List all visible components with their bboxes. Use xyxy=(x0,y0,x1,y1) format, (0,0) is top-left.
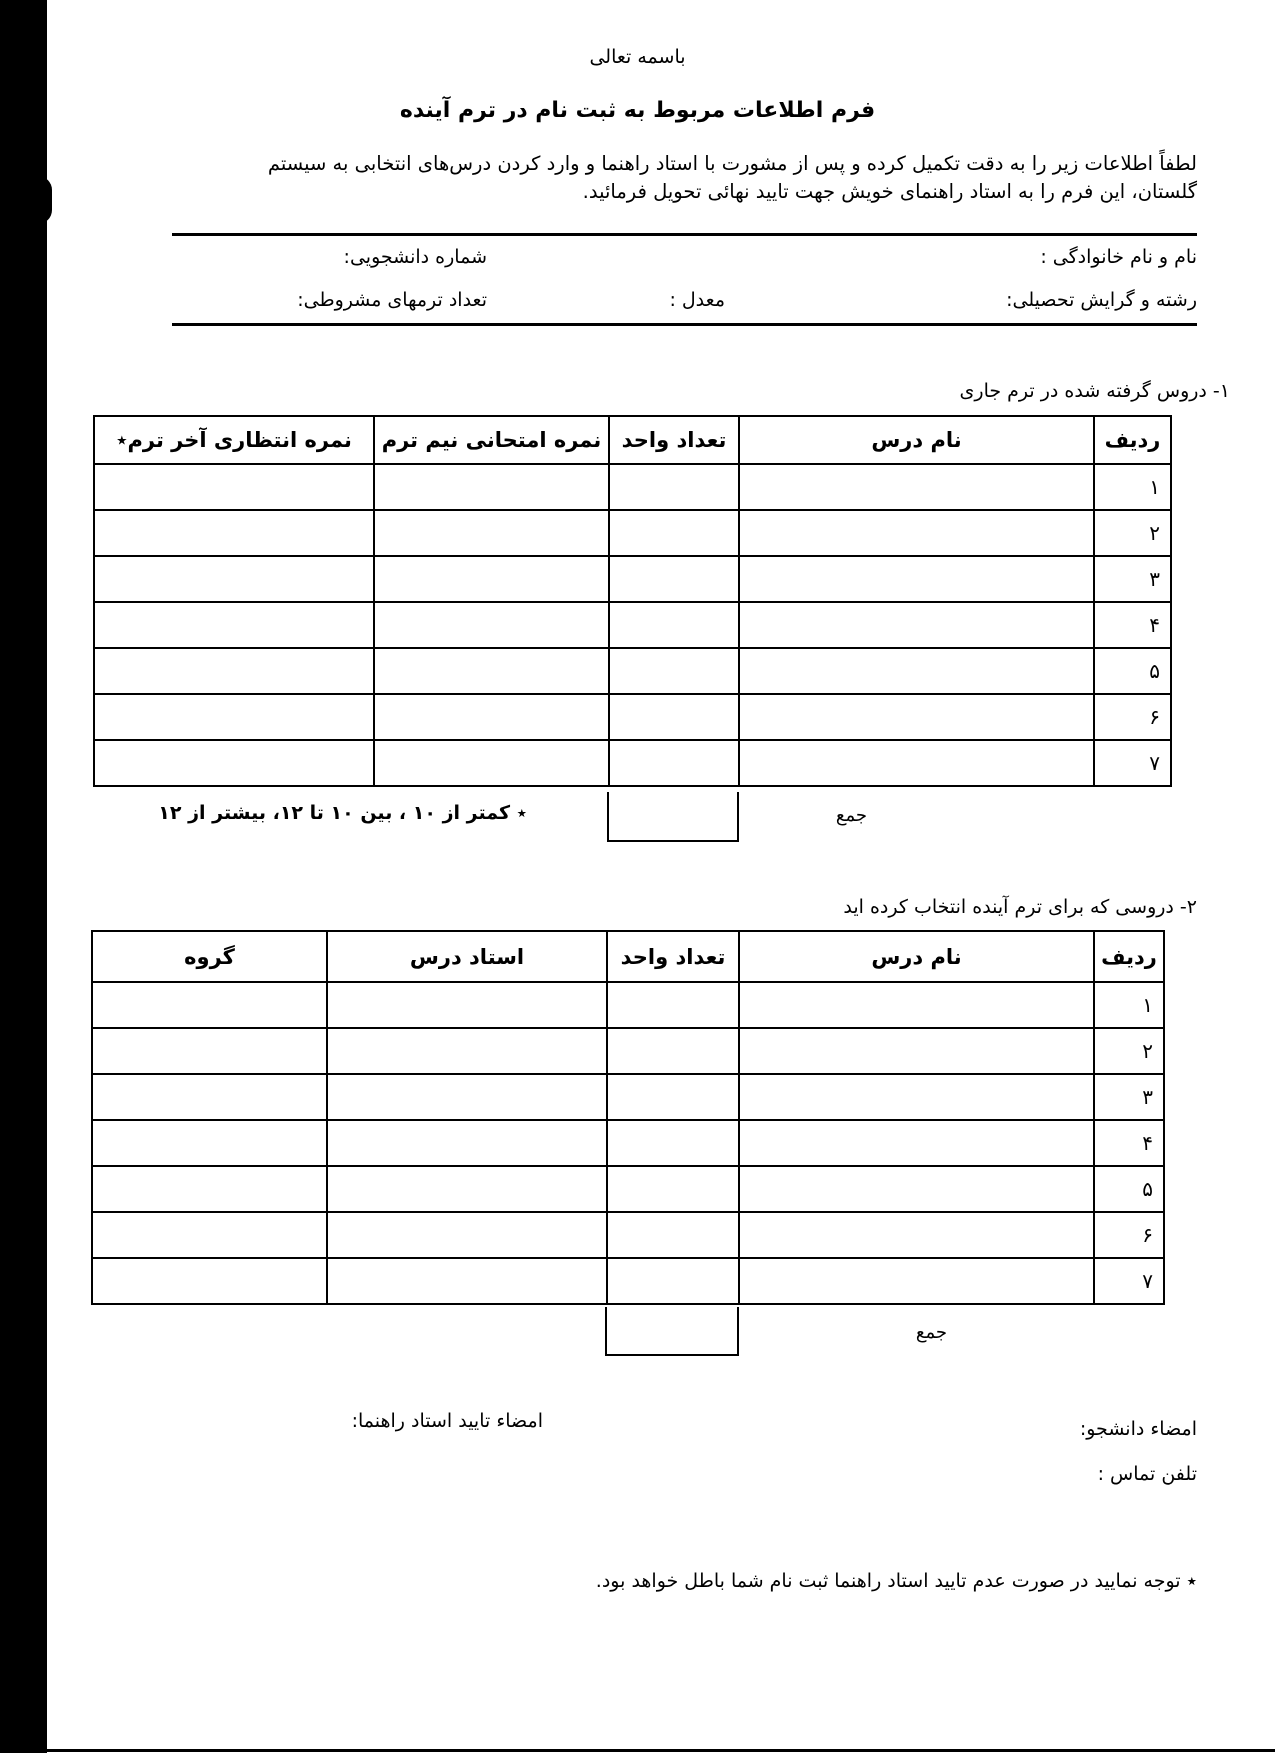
row-number: ۶ xyxy=(1094,1212,1164,1258)
column-header-units: تعداد واحد xyxy=(609,416,739,464)
intro-line-2: گلستان، این فرم را به استاد راهنمای خویش جهت تایید نهائی تحویل فرمائید. xyxy=(582,180,1197,203)
instructor-cell[interactable] xyxy=(327,1166,607,1212)
table-header-row xyxy=(92,931,1164,982)
scan-bottom-border xyxy=(47,1749,1275,1752)
units-cell[interactable] xyxy=(607,982,739,1028)
table-row xyxy=(92,1212,1164,1258)
midterm-grade-cell[interactable] xyxy=(374,602,609,648)
column-header-midterm-grade: نمره امتحانی نیم ترم xyxy=(374,416,609,464)
section1-heading: ۱- دروس گرفته شده در ترم جاری xyxy=(959,380,1230,402)
row-number: ۷ xyxy=(1094,740,1171,786)
group-cell[interactable] xyxy=(92,1120,327,1166)
course-name-cell[interactable] xyxy=(739,648,1094,694)
table-row xyxy=(94,648,1171,694)
section1-units-total-box[interactable] xyxy=(607,792,739,842)
expected-grade-cell[interactable] xyxy=(94,602,374,648)
column-header-row-number: ردیف xyxy=(1094,416,1171,464)
units-cell[interactable] xyxy=(607,1028,739,1074)
column-header-course-name: نام درس xyxy=(739,931,1094,982)
expected-grade-cell[interactable] xyxy=(94,464,374,510)
table-row xyxy=(94,510,1171,556)
column-header-instructor: استاد درس xyxy=(327,931,607,982)
phone-field[interactable]: تلفن تماس : xyxy=(1097,1463,1197,1485)
course-name-cell[interactable] xyxy=(739,1074,1094,1120)
course-name-cell[interactable] xyxy=(739,694,1094,740)
row-number: ۵ xyxy=(1094,1166,1164,1212)
group-cell[interactable] xyxy=(92,1166,327,1212)
row-number: ۶ xyxy=(1094,694,1171,740)
row-number: ۲ xyxy=(1094,510,1171,556)
units-cell[interactable] xyxy=(607,1074,739,1120)
gpa-field[interactable]: معدل : xyxy=(669,289,725,311)
units-cell[interactable] xyxy=(607,1120,739,1166)
instructor-cell[interactable] xyxy=(327,982,607,1028)
midterm-grade-cell[interactable] xyxy=(374,694,609,740)
midterm-grade-cell[interactable] xyxy=(374,740,609,786)
units-cell[interactable] xyxy=(607,1258,739,1304)
table-header-row xyxy=(94,416,1171,464)
column-header-group: گروه xyxy=(92,931,327,982)
row-number: ۷ xyxy=(1094,1258,1164,1304)
student-number-field[interactable]: شماره دانشجویی: xyxy=(343,246,487,268)
row-number: ۱ xyxy=(1094,982,1164,1028)
table-row xyxy=(92,982,1164,1028)
expected-grade-cell[interactable] xyxy=(94,740,374,786)
current-courses-table xyxy=(93,415,1172,787)
midterm-grade-cell[interactable] xyxy=(374,648,609,694)
instructor-cell[interactable] xyxy=(327,1120,607,1166)
course-name-cell[interactable] xyxy=(739,602,1094,648)
group-cell[interactable] xyxy=(92,1074,327,1120)
advisor-signature-field[interactable]: امضاء تایید استاد راهنما: xyxy=(351,1410,543,1432)
course-name-cell[interactable] xyxy=(739,1028,1094,1074)
table-row xyxy=(92,1074,1164,1120)
section1-sum-label: جمع xyxy=(835,805,867,826)
table-row xyxy=(92,1028,1164,1074)
row-number: ۳ xyxy=(1094,556,1171,602)
expected-grade-cell[interactable] xyxy=(94,648,374,694)
course-name-cell[interactable] xyxy=(739,1258,1094,1304)
course-name-cell[interactable] xyxy=(739,982,1094,1028)
course-name-cell[interactable] xyxy=(739,1166,1094,1212)
units-cell[interactable] xyxy=(609,648,739,694)
column-header-row-number: ردیف xyxy=(1094,931,1164,982)
registration-warning-note: ٭ توجه نمایید در صورت عدم تایید استاد راهنما ثبت نام شما باطل خواهد بود. xyxy=(595,1570,1197,1592)
units-cell[interactable] xyxy=(609,740,739,786)
table-row xyxy=(92,1166,1164,1212)
group-cell[interactable] xyxy=(92,1028,327,1074)
student-signature-field[interactable]: امضاء دانشجو: xyxy=(1079,1418,1197,1440)
table-row xyxy=(94,694,1171,740)
instructor-cell[interactable] xyxy=(327,1028,607,1074)
group-cell[interactable] xyxy=(92,982,327,1028)
instructor-cell[interactable] xyxy=(327,1258,607,1304)
units-cell[interactable] xyxy=(607,1166,739,1212)
course-name-cell[interactable] xyxy=(739,1120,1094,1166)
units-cell[interactable] xyxy=(607,1212,739,1258)
column-header-units: تعداد واحد xyxy=(607,931,739,982)
form-title: فرم اطلاعات مربوط به ثبت نام در ترم آینده xyxy=(399,98,876,123)
row-number: ۴ xyxy=(1094,1120,1164,1166)
major-field[interactable]: رشته و گرایش تحصیلی: xyxy=(1006,289,1197,311)
units-cell[interactable] xyxy=(609,510,739,556)
expected-grade-cell[interactable] xyxy=(94,510,374,556)
scan-punch-hole xyxy=(30,176,52,224)
course-name-cell[interactable] xyxy=(739,1212,1094,1258)
table-row xyxy=(94,740,1171,786)
row-number: ۲ xyxy=(1094,1028,1164,1074)
units-cell[interactable] xyxy=(609,694,739,740)
section2-units-total-box[interactable] xyxy=(605,1307,739,1356)
group-cell[interactable] xyxy=(92,1258,327,1304)
column-header-course-name: نام درس xyxy=(739,416,1094,464)
row-number: ۴ xyxy=(1094,602,1171,648)
info-bottom-rule xyxy=(172,323,1197,326)
table-row xyxy=(94,464,1171,510)
units-cell[interactable] xyxy=(609,602,739,648)
course-name-cell[interactable] xyxy=(739,464,1094,510)
table-row xyxy=(92,1120,1164,1166)
section1-footnote: ٭ کمتر از ۱۰ ، بین ۱۰ تا ۱۲، بیشتر از ۱۲ xyxy=(158,802,527,824)
row-number: ۱ xyxy=(1094,464,1171,510)
units-cell[interactable] xyxy=(609,556,739,602)
midterm-grade-cell[interactable] xyxy=(374,510,609,556)
instructor-cell[interactable] xyxy=(327,1074,607,1120)
info-top-rule xyxy=(172,233,1197,236)
basmala: باسمه تعالی xyxy=(589,46,686,68)
section2-heading: ۲- دروسی که برای ترم آینده انتخاب کرده اید xyxy=(843,896,1197,918)
column-header-expected-final-grade: نمره انتظاری آخر ترم٭ xyxy=(94,416,374,464)
table-row xyxy=(94,602,1171,648)
course-name-cell[interactable] xyxy=(739,510,1094,556)
row-number: ۵ xyxy=(1094,648,1171,694)
course-name-cell[interactable] xyxy=(739,556,1094,602)
course-name-cell[interactable] xyxy=(739,740,1094,786)
full-name-field[interactable]: نام و نام خانوادگی : xyxy=(1040,246,1197,268)
row-number: ۳ xyxy=(1094,1074,1164,1120)
probation-terms-field[interactable]: تعداد ترمهای مشروطی: xyxy=(297,289,487,311)
expected-grade-cell[interactable] xyxy=(94,556,374,602)
expected-grade-cell[interactable] xyxy=(94,694,374,740)
table-row xyxy=(94,556,1171,602)
table-row xyxy=(92,1258,1164,1304)
section2-sum-label: جمع xyxy=(915,1322,947,1343)
group-cell[interactable] xyxy=(92,1212,327,1258)
units-cell[interactable] xyxy=(609,464,739,510)
midterm-grade-cell[interactable] xyxy=(374,556,609,602)
midterm-grade-cell[interactable] xyxy=(374,464,609,510)
scan-left-border xyxy=(0,0,47,1753)
intro-line-1: لطفاً اطلاعات زیر را به دقت تکمیل کرده و پس از مشورت با استاد راهنما و وارد کردن درس‌های انتخابی به سیستم xyxy=(267,152,1197,175)
instructor-cell[interactable] xyxy=(327,1212,607,1258)
next-term-courses-table xyxy=(91,930,1165,1305)
